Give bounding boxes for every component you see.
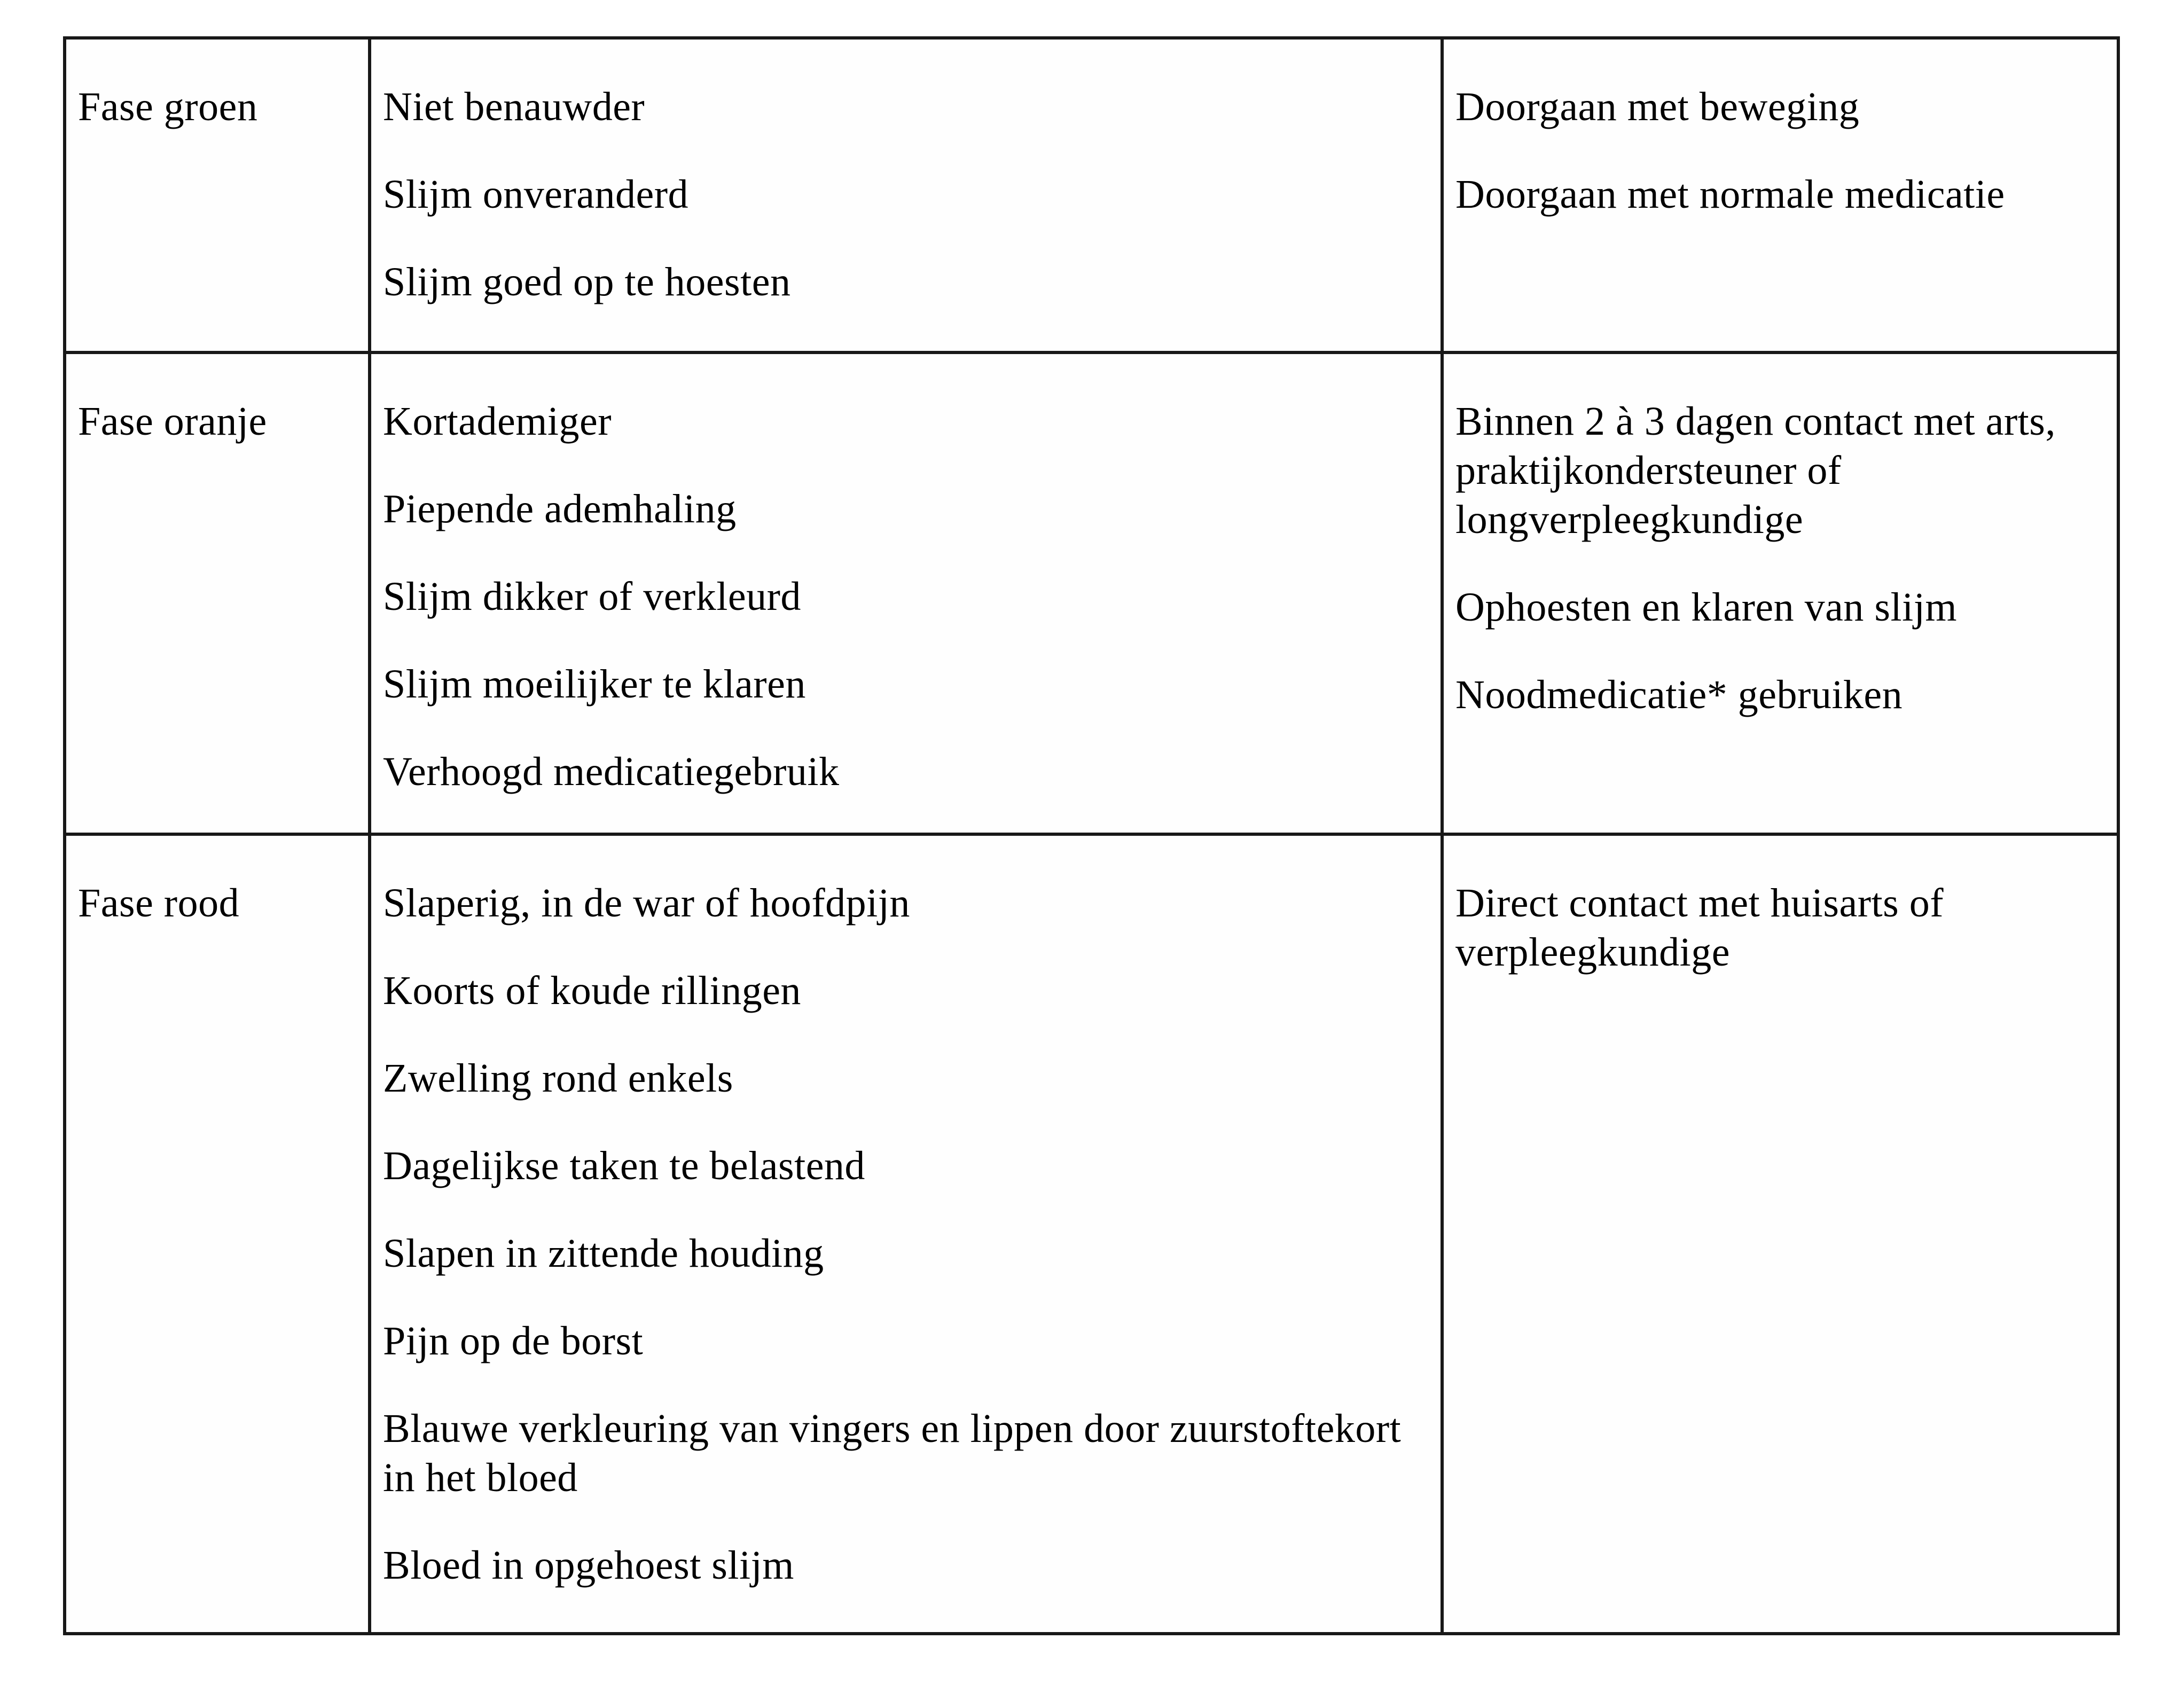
phase-label: Fase groen xyxy=(78,84,258,129)
phase-label: Fase oranje xyxy=(78,399,267,444)
action-item: Binnen 2 à 3 dagen contact met arts, praktijkondersteuner of longverpleegkundige xyxy=(1455,399,2056,542)
symptom-item: Pijn op de borst xyxy=(383,1319,644,1363)
actions-cell-rood xyxy=(1444,836,2117,1632)
copd-phase-table xyxy=(63,36,2120,1635)
symptom-item: Blauwe verkleuring van vingers en lippen door zuurstoftekort in het bloed xyxy=(383,1406,1402,1500)
symptom-item: Zwelling rond enkels xyxy=(383,1056,733,1101)
action-item: Direct contact met huisarts of verpleegkundige xyxy=(1455,881,1944,975)
symptom-item: Slijm onveranderd xyxy=(383,172,689,217)
action-item: Ophoesten en klaren van slijm xyxy=(1455,585,1957,630)
symptom-item: Dagelijkse taken te belastend xyxy=(383,1143,865,1188)
symptoms-cell-rood xyxy=(371,836,1444,1632)
symptom-item: Niet benauwder xyxy=(383,84,645,129)
phase-cell-groen xyxy=(66,40,371,354)
actions-cell-oranje xyxy=(1444,354,2117,836)
actions-cell-groen xyxy=(1444,40,2117,354)
symptoms-cell-oranje xyxy=(371,354,1444,836)
symptom-item: Kortademiger xyxy=(383,399,612,444)
symptom-item: Bloed in opgehoest slijm xyxy=(383,1543,794,1588)
symptom-item: Slijm goed op te hoesten xyxy=(383,260,791,304)
symptom-item: Verhoogd medicatiegebruik xyxy=(383,749,840,794)
action-item: Noodmedicatie* gebruiken xyxy=(1455,672,1903,717)
symptom-item: Koorts of koude rillingen xyxy=(383,968,801,1013)
symptom-item: Piepende ademhaling xyxy=(383,487,737,531)
symptoms-cell-groen xyxy=(371,40,1444,354)
symptom-item: Slijm moeilijker te klaren xyxy=(383,662,806,707)
action-item: Doorgaan met normale medicatie xyxy=(1455,172,2005,217)
action-item: Doorgaan met beweging xyxy=(1455,84,1860,129)
phase-cell-rood xyxy=(66,836,371,1632)
symptom-item: Slijm dikker of verkleurd xyxy=(383,574,801,619)
symptom-item: Slapen in zittende houding xyxy=(383,1231,824,1276)
symptom-item: Slaperig, in de war of hoofdpijn xyxy=(383,881,910,926)
phase-cell-oranje xyxy=(66,354,371,836)
phase-label: Fase rood xyxy=(78,881,240,926)
